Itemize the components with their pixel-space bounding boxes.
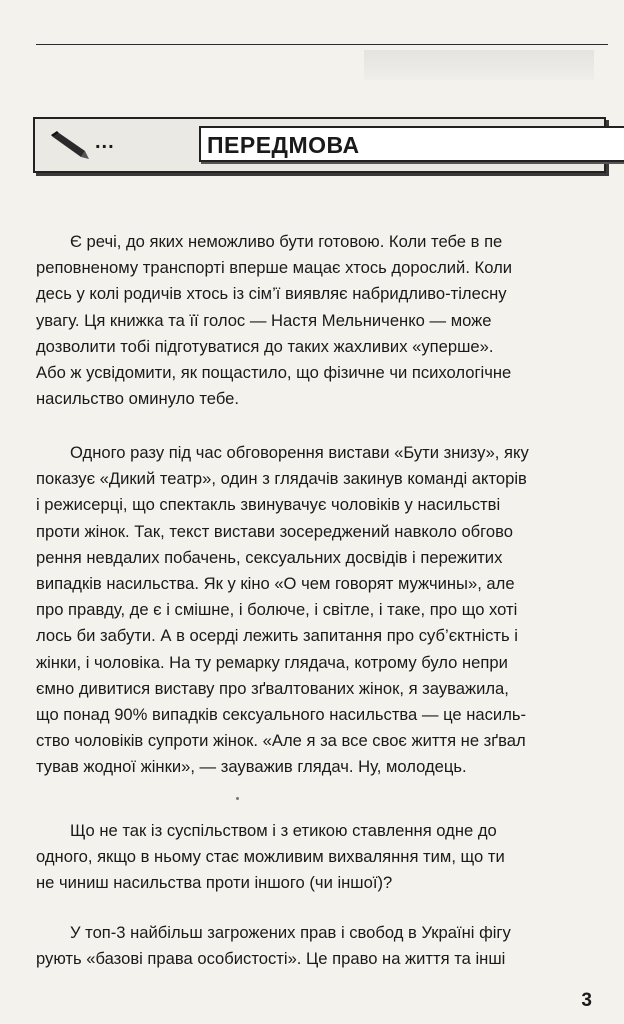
- header-label-box: [199, 126, 624, 162]
- text-line: Є речі, до яких неможливо бути готовою. Коли тебе в пе: [70, 232, 503, 251]
- print-speck: [236, 797, 239, 800]
- bleed-through-shadow: [364, 50, 594, 80]
- text-line: проти жінок. Так, текст вистави зосереджений навколо обгово: [36, 521, 513, 541]
- text-line: що понад 90% випадків сексуального насильства — це насиль-: [36, 705, 527, 725]
- text-line: випадків насильства. Як у кіно «О чем говорят мужчины», але: [36, 574, 515, 594]
- text-line: ство чоловіків супроти жінок. «Але я за все своє життя не зґвал: [36, 731, 526, 751]
- text-line: рують «базові права особистості». Це право на життя та інші: [36, 949, 506, 969]
- text-line: тував жодної жінки», — зауважив глядач. Ну, молодець.: [36, 757, 467, 777]
- text-line: Або ж усвідомити, як пощастило, що фізичне чи психологічне: [36, 363, 512, 383]
- text-line: рення невдалих побачень, сексуальних досвідів і пережитих: [36, 547, 503, 567]
- page-number: 3: [581, 990, 592, 1011]
- text-line: дозволити тобі підготуватися до таких жахливих «уперше».: [36, 336, 494, 356]
- paragraph-3: [36, 818, 600, 897]
- paragraph-1: [36, 229, 600, 412]
- text-line: У топ-3 найбільш загрожених прав і свобод в Україні фігу: [70, 923, 511, 942]
- text-line: насильство оминуло тебе.: [36, 389, 239, 409]
- text-line: лось би забути. А в осерді лежить запитання про суб’єктність і: [36, 626, 518, 646]
- text-line: реповненому транспорті вперше мацає хтось дорослий. Коли: [36, 258, 513, 278]
- text-line: жінки, і чоловіка. На ту ремарку глядача, котрому було непри: [36, 652, 508, 672]
- pencil-icon: [51, 131, 91, 161]
- text-line: і режисерці, що спектакль звинувачує чоловіків у насильстві: [36, 495, 501, 515]
- header-dots: ...: [95, 131, 115, 153]
- text-line: Одного разу під час обговорення вистави «Бути знизу», яку: [70, 443, 529, 462]
- text-line: увагу. Ця книжка та її голос — Настя Мельниченко — може: [36, 310, 492, 330]
- text-line: показує «Дикий театр», один з глядачів закинув команді акторів: [36, 469, 527, 489]
- paragraph-2: [36, 440, 600, 781]
- top-rule: [36, 44, 608, 45]
- text-line: не чиниш насильства проти іншого (чи іншої)?: [36, 873, 393, 893]
- text-line: про правду, де є і смішне, і болюче, і світле, і таке, про що хоті: [36, 600, 518, 620]
- text-line: одного, якщо в ньому стає можливим вихваляння тим, що ти: [36, 847, 505, 867]
- text-line: десь у колі родичів хтось із сім’ї виявляє набридливо-тілесну: [36, 284, 507, 304]
- page-title: ПЕРЕДМОВА: [207, 132, 360, 158]
- chapter-header: [33, 117, 606, 173]
- paragraph-4: [36, 920, 600, 972]
- text-line: ємно дивитися виставу про зґвалтованих жінок, я зауважила,: [36, 678, 509, 698]
- text-line: Що не так із суспільством і з етикою ставлення одне до: [70, 821, 497, 840]
